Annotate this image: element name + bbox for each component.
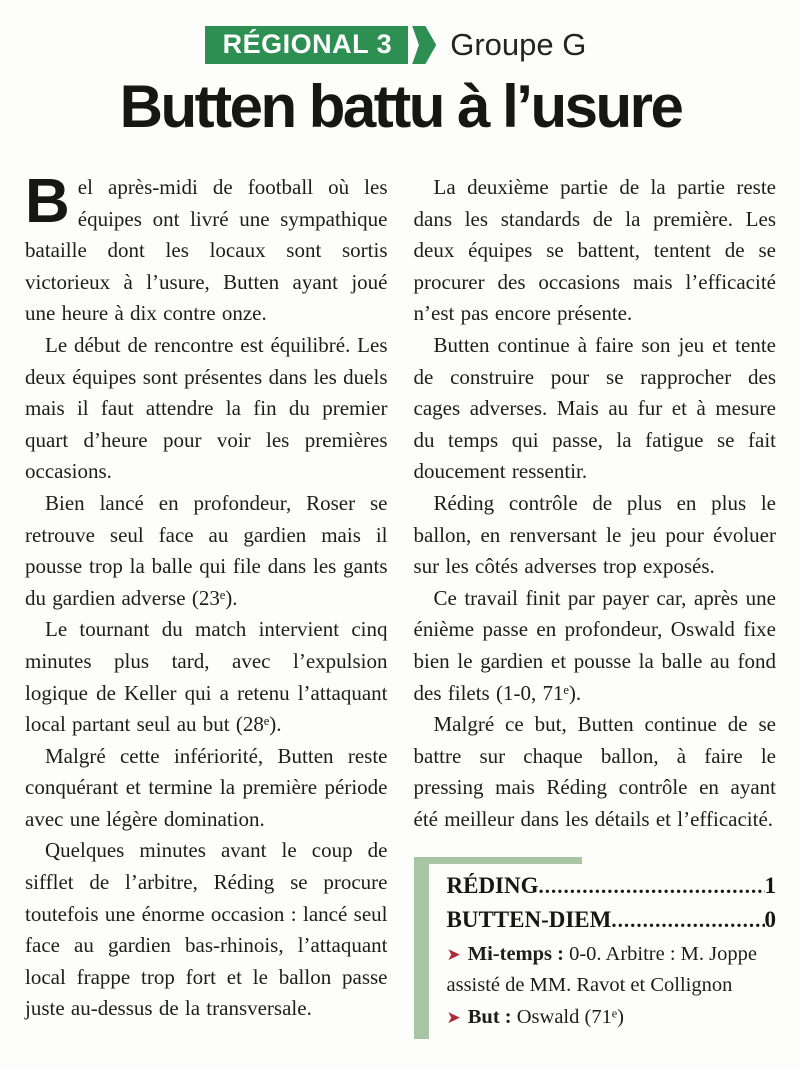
kicker-group-label: Groupe G [450,27,587,62]
article-headline: Butten battu à l’usure [119,73,682,140]
match-score-box [414,857,777,1039]
article-column-right [414,172,777,1039]
article-paragraph: Réding contrôle de plus en plus le ballon, en renversant le jeu pour évoluer sur les côtés adverses trop exposés. [413,490,776,579]
article-paragraph: La deuxième partie de la partie reste dans les standards de la première. Les deux équipes se battent, tentent de se procurer des occasions mais l’efficacité n’est pas encore présente. [413,175,776,326]
article-paragraph: Malgré cette infériorité, Butten reste conquérant et termine la première période avec une légère domination. [25,743,388,831]
halftime-referee-line [447,939,777,1000]
team-name-home: RÉDING [446,873,539,899]
halftime-referee-text: 0-0. Arbitre : M. Joppe assisté de MM. Ravot et Collignon [446,943,757,997]
kicker-label: RÉGIONAL 3 [205,26,409,64]
article-column-left [25,167,388,1039]
arrow-bullet-icon: ➤ [446,1008,461,1029]
article-paragraph: Le début de rencontre est équilibré. Les deux équipes sont présentes dans les duels mais il faut attendre la fin du premier quart d’heure pour voir les premières occasions. [25,332,388,484]
article-column-right-paragraphs [414,172,777,835]
article-paragraph: Bien lancé en profondeur, Roser se retrouve seul face au gardien mais il pousse trop la balle qui file dans les gants du gardien adverse (23ᵉ). [25,490,388,610]
article-paragraph: Quelques minutes avant le coup de sifflet de l’arbitre, Réding se procure toutefois une énorme occasion : lancé seul face au gardien bas-rhinois, l’attaquant local frappe trop fort et le ballon passe juste au-dessus de la transversale. [25,838,388,1021]
dot-leader [539,869,765,903]
team-score-away: 0 [764,907,776,933]
article-body [25,167,776,1039]
article-paragraph: Bel après-midi de football où les équipes ont livré une sympathique bataille dont les locaux sont sortis victorieux à l’usure, Butten ayant joué une heure à dix contre onze. [25,167,388,326]
goal-line [447,1002,777,1033]
goal-label: But : [467,1006,512,1029]
drop-cap: B [25,167,70,236]
article-paragraph: Ce travail finit par payer car, après une énième passe en profondeur, Oswald fixe bien le gardien et pousse la balle au fond des filets (1-0, 71ᵉ). [413,585,776,705]
score-line-away [447,903,777,937]
scorebox-left-accent-bar [414,857,429,1039]
goal-scorer-text: Oswald (71ᵉ) [516,1006,624,1029]
team-score-home: 1 [764,873,776,899]
article-paragraph: Butten continue à faire son jeu et tente de construire pour se rapprocher des cages adverses. Mais au fur et à mesure du temps qui passe, la fatigue se fait doucement ressentir. [413,332,776,484]
scorebox-top-accent-bar [429,857,582,864]
score-line-home [447,869,777,903]
article-paragraph: Malgré ce but, Butten continue de se battre sur chaque ballon, à faire le pressing mais Réding contrôle en ayant été meilleur dans les détails et l’efficacité. [413,712,776,831]
dot-leader [611,903,764,937]
chevron-right-icon [412,26,436,64]
kicker-banner [205,26,437,64]
team-name-away: BUTTEN-DIEM [446,907,612,933]
article-paragraph: Le tournant du match intervient cinq minutes plus tard, avec l’expulsion logique de Keller qui a retenu l’attaquant local partant seul au but (28ᵉ). [25,617,388,737]
kicker-row [15,26,776,64]
halftime-label: Mi-temps : [467,943,564,966]
arrow-bullet-icon: ➤ [446,945,461,966]
